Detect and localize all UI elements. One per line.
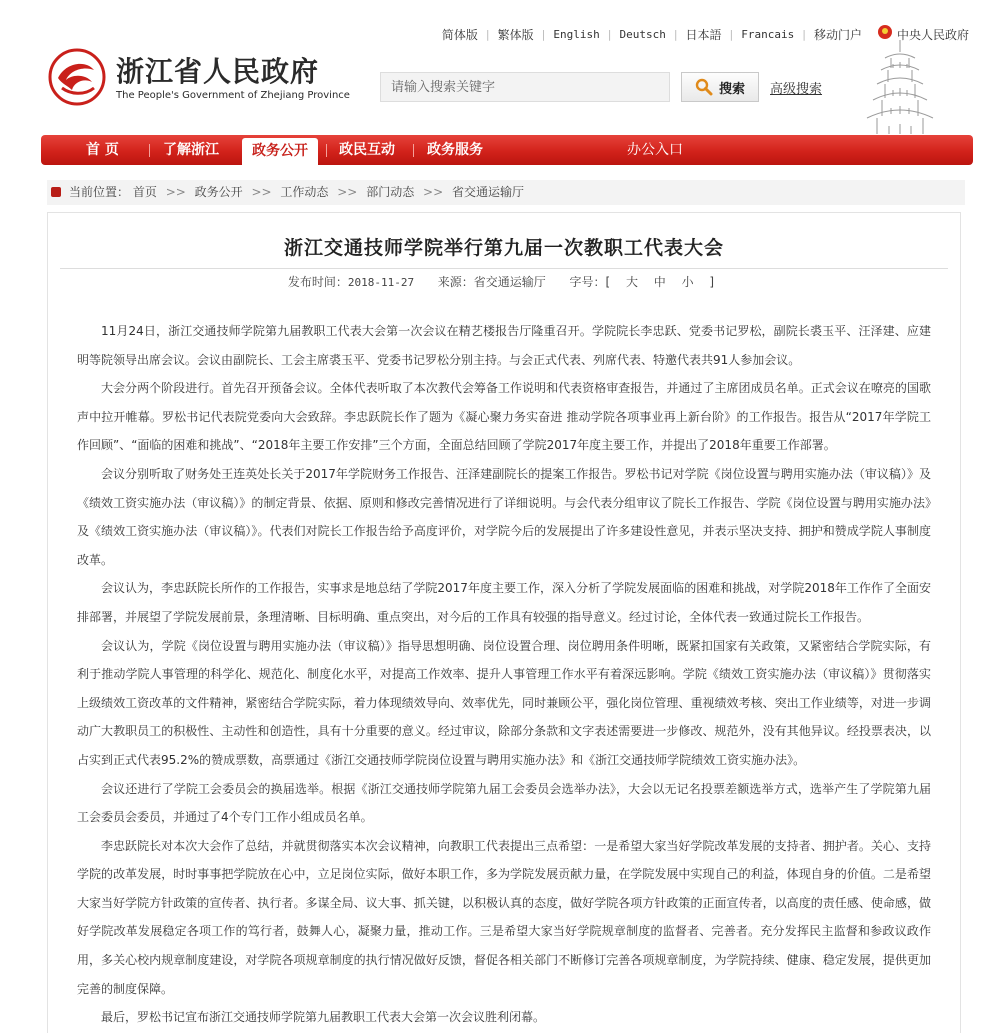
breadcrumb-department-news[interactable]: 部门动态 — [366, 185, 415, 199]
article-paragraph: 会议认为，学院《岗位设置与聘用实施办法（审议稿）》指导思想明确、岗位设置合理、岗位聘用条件明晰，既紧扣国家有关政策，又紧密结合学院实际，有利于推动学院人事管理的科学化、规范化、制度化水平，对提高工作效率、提升人事管理工作水平有着深远影响。学院《绩效工资实施办法（审议稿）》贯彻落实上级绩效工资改革的文件精神，紧密结合学院实际，着力体现绩效导向、效率优先，同时兼顾公平，强化岗位管理、重视绩效考核、突出工作业绩等，对进一步调动广大教职员工的积极性、主动性和创造性，具有十分重要的意义。经过审议，除部分条款和文字表述需要进一步修改、规范外，没有其他异议。经投票表决，以占实到正式代表95.2%的赞成票数，高票通过《浙江交通技师学院岗位设置与聘用实施办法》和《浙江交通技师学院绩效工资实施办法》。 — [77, 638, 931, 767]
lang-separator: | — [607, 27, 612, 41]
breadcrumb-home[interactable]: 首页 — [132, 185, 157, 199]
logo-chinese-name: 浙江省人民政府 — [116, 55, 320, 88]
lang-japanese[interactable]: 日本語 — [685, 27, 722, 42]
lang-simplified[interactable]: 简体版 — [441, 27, 478, 42]
lang-separator: | — [802, 27, 806, 41]
lang-separator: | — [541, 27, 546, 41]
central-gov-label: 中央人民政府 — [896, 28, 969, 42]
breadcrumb-gov-affairs[interactable]: 政务公开 — [194, 185, 243, 199]
publish-date: 2018-11-27 — [347, 276, 415, 289]
lang-separator: | — [729, 27, 734, 41]
breadcrumb-separator: >> — [165, 185, 186, 199]
font-size-controls[interactable]: [ 大 中 小 ] — [605, 275, 721, 289]
nav-government-affairs[interactable]: 政务公开 — [242, 138, 318, 165]
article-paragraph: 大会分两个阶段进行。首先召开预备会议。全体代表听取了本次教代会筹备工作说明和代表资格审查报告，并通过了主席团成员名单。正式会议在嘹亮的国歌声中拉开帷幕。罗松书记代表院党委向大会致辞。李忠跃院长作了题为《凝心聚力务实奋进 推动学院各项事业再上新台阶》的工作报告。报告从“2017年学院工作回顾”、“面临的困难和挑战”、“2018年主要工作安排”三个方面，全面总结回顾了学院2017年度主要工作，并提出了2018年重要工作部署。 — [77, 381, 931, 453]
article-paragraph: 会议还进行了学院工会委员会的换届选举。根据《浙江交通技师学院第九届工会委员会选举办法》，大会以无记名投票差额选举方式，选举产生了学院第九届工会委员会委员，并通过了4个专门工作小组成员名单。 — [77, 781, 931, 825]
lang-separator: | — [485, 27, 490, 41]
nav-separator — [149, 144, 150, 157]
source-label: 来源： — [437, 275, 474, 289]
logo-english-name: The People's Government of Zhejiang Province — [116, 90, 350, 101]
breadcrumb — [47, 180, 965, 205]
article-paragraph: 11月24日，浙江交通技师学院第九届教职工代表大会第一次会议在精艺楼报告厅隆重召开。学院院长李忠跃、党委书记罗松，副院长裘玉平、汪泽建、应建明等院领导出席会议。会议由副院长、工会主席裘玉平、党委书记罗松分别主持。与会正式代表、列席代表、特邀代表共91人参加会议。 — [77, 324, 931, 367]
nav-about-zhejiang[interactable]: 了解浙江 — [163, 142, 219, 158]
advanced-search-link[interactable]: 高级搜索 — [770, 82, 823, 97]
article-paragraph: 李忠跃院长对本次大会作了总结，并就贯彻落实本次会议精神，向教职工代表提出三点希望：一是希望大家当好学院改革发展的支持者、拥护者。关心、支持学院的改革发展，时时事事把学院放在心中，立足岗位实际，做好本职工作，多为学院发展贡献力量，在学院发展中实现自己的利益，体现自身的价值。二是希望大家当好学院方针政策的宣传者、执行者。多谋全局、议大事、抓关键，以积极认真的态度，做好学院各项方针政策的正面宣传者，以高度的责任感、使命感，做好学院改革发展稳定各项工作的笃行者，鼓舞人心，凝聚力量，推动工作。三是希望大家当好学院规章制度的监督者、完善者。充分发挥民主监督和参政议政作用，多关心校内规章制度建设，对学院各项规章制度的执行情况做好反馈，督促各相关部门不断修订完善各项规章制度，为学院持续、健康、稳定发展，提供更加完善的制度保障。 — [77, 838, 931, 996]
nav-government-services[interactable]: 政务服务 — [427, 142, 483, 158]
lang-english[interactable]: English — [553, 27, 600, 41]
pagoda-illustration-icon — [855, 38, 945, 135]
article-container — [47, 212, 961, 1033]
nav-home[interactable]: 首 页 — [86, 142, 119, 158]
search-button[interactable] — [681, 72, 759, 102]
search-input[interactable] — [380, 72, 670, 102]
mobile-portal-link[interactable]: 移动门户 — [813, 27, 862, 42]
search-icon — [695, 78, 713, 96]
lang-traditional[interactable]: 繁体版 — [497, 27, 534, 42]
site-header — [0, 0, 1007, 135]
article-paragraph: 会议分别听取了财务处王连英处长关于2017年学院财务工作报告、汪泽建副院长的提案工作报告。罗松书记对学院《岗位设置与聘用实施办法（审议稿）》及《绩效工资实施办法（审议稿）》的制定背景、依据、原则和修改完善情况进行了详细说明。与会代表分组审议了院长工作报告、学院《岗位设置与聘用实施办法》及《绩效工资实施办法（审议稿）》。代表们对院长工作报告给予高度评价，对学院今后的发展提出了许多建设性意见，并表示坚决支持、拥护和赞成学院人事制度改革。 — [77, 466, 931, 567]
source-value: 省交通运输厅 — [473, 275, 546, 289]
nav-office-entry[interactable]: 办公入口 — [627, 142, 683, 158]
lang-francais[interactable]: Francais — [741, 27, 795, 41]
breadcrumb-transport-dept[interactable]: 省交通运输厅 — [451, 185, 524, 199]
search-button-label: 搜索 — [718, 81, 745, 97]
breadcrumb-separator: >> — [423, 185, 444, 199]
location-marker-icon — [51, 187, 61, 197]
nav-separator — [413, 144, 414, 157]
article-paragraph: 会议认为，李忠跃院长所作的工作报告，实事求是地总结了学院2017年度主要工作，深入分析了学院发展面临的困难和挑战，对学院2018年工作作了全面安排部署，并展望了学院发展前景，条理清晰、目标明确、重点突出，对今后的工作具有较强的指导意义。经过讨论，全体代表一致通过院长工作报告。 — [77, 581, 931, 624]
font-size-label: 字号： — [569, 275, 606, 289]
site-logo[interactable] — [48, 48, 348, 108]
breadcrumb-work-news[interactable]: 工作动态 — [280, 185, 329, 199]
publish-label: 发布时间： — [287, 275, 348, 289]
breadcrumb-label: 当前位置： — [69, 185, 130, 199]
nav-public-interaction[interactable]: 政民互动 — [339, 142, 395, 158]
lang-separator: | — [673, 27, 678, 41]
nav-separator — [326, 144, 327, 157]
national-emblem-icon — [878, 25, 892, 39]
lang-deutsch[interactable]: Deutsch — [619, 27, 666, 41]
article-title: 浙江交通技师学院举行第九届一次教职工代表大会 — [283, 237, 724, 259]
logo-emblem-icon — [48, 48, 106, 106]
article-body — [77, 317, 931, 1032]
article-paragraph: 最后，罗松书记宣布浙江交通技师学院第九届教职工代表大会第一次会议胜利闭幕。 — [101, 1010, 546, 1025]
article-meta — [48, 273, 960, 290]
main-nav — [41, 135, 973, 165]
title-divider — [60, 268, 948, 269]
breadcrumb-separator: >> — [251, 185, 272, 199]
breadcrumb-separator: >> — [337, 185, 358, 199]
